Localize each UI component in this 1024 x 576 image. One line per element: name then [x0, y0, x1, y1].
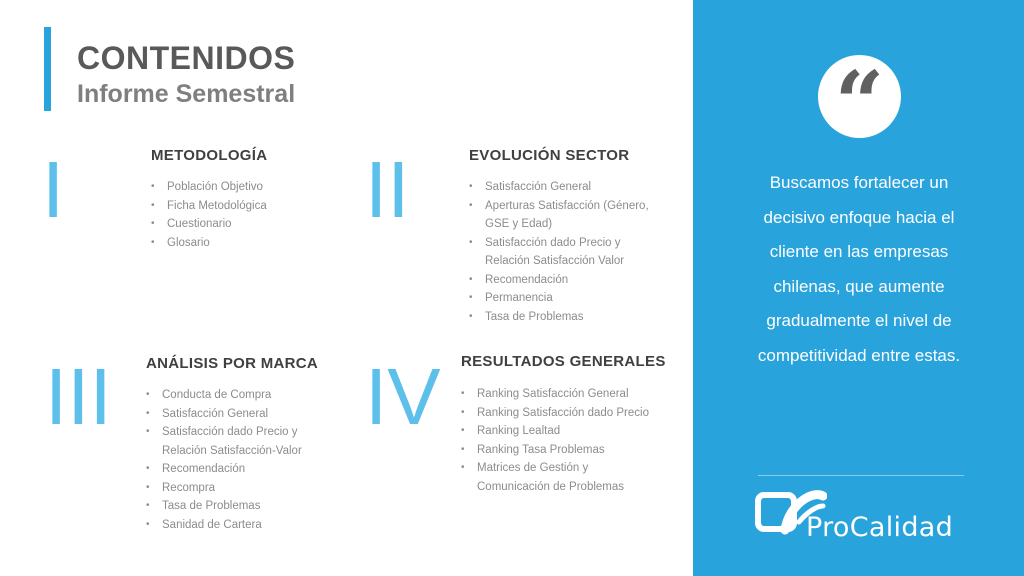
list-item: • Cuestionario	[151, 215, 267, 234]
list-item-continued	[461, 478, 649, 497]
title-accent-bar	[44, 27, 51, 111]
section-numeral-1: I	[42, 145, 65, 234]
list-item-text: Relación Satisfacción-Valor	[162, 444, 302, 457]
section-title-analisis-marca: ANÁLISIS POR MARCA	[146, 355, 319, 372]
panel-divider	[758, 475, 964, 476]
list-item-text: GSE y Edad)	[485, 218, 553, 230]
section-list-evolucion-sector	[469, 178, 649, 326]
list-item: • Satisfacción dado Precio y	[469, 234, 649, 253]
list-item: • Recomendación	[469, 271, 649, 290]
list-item: • Aperturas Satisfacción (Género,	[469, 197, 649, 216]
section-title-evolucion-sector: EVOLUCIÓN SECTOR	[469, 147, 630, 164]
list-item: • Recompra	[146, 479, 302, 498]
list-item: • Satisfacción General	[146, 405, 302, 424]
list-item: • Ranking Satisfacción General	[461, 385, 649, 404]
section-numeral-2: II	[365, 145, 410, 234]
quote-icon	[818, 53, 901, 154]
list-item-continued	[469, 215, 649, 234]
section-list-resultados-generales	[461, 385, 649, 496]
list-item: • Satisfacción dado Precio y	[146, 423, 302, 442]
section-numeral-4: IV	[365, 352, 441, 441]
page-title: CONTENIDOS	[77, 40, 296, 76]
list-item: • Permanencia	[469, 289, 649, 308]
page-subtitle: Informe Semestral	[77, 80, 296, 108]
section-list-metodologia	[151, 178, 267, 252]
list-item: • Sanidad de Cartera	[146, 516, 302, 535]
list-item-continued	[469, 252, 649, 271]
list-item: • Recomendación	[146, 460, 302, 479]
section-title-resultados-generales: RESULTADOS GENERALES	[461, 353, 666, 370]
quote-glyph: “	[834, 53, 885, 154]
section-list-analisis-marca	[146, 386, 302, 534]
list-item: • Población Objetivo	[151, 178, 267, 197]
list-item: • Tasa de Problemas	[146, 497, 302, 516]
list-item: • Ficha Metodológica	[151, 197, 267, 216]
quote-text: Buscamos fortalecer un decisivo enfoque hacia el cliente en las empresas chilenas, que aumente gradualmente el nivel de competitividad entre estas.	[757, 173, 961, 365]
list-item-text: Comunicación de Problemas	[477, 480, 625, 493]
list-item-continued	[146, 442, 302, 461]
list-item-text: Relación Satisfacción Valor	[485, 255, 625, 267]
list-item: • Conducta de Compra	[146, 386, 302, 405]
list-item: • Glosario	[151, 234, 267, 253]
list-item: • Matrices de Gestión y	[461, 459, 649, 478]
procalidad-logo-text: ProCalidad	[806, 512, 954, 543]
list-item: • Ranking Tasa Problemas	[461, 441, 649, 460]
section-numeral-3: III	[45, 352, 112, 441]
list-item: • Tasa de Problemas	[469, 308, 649, 327]
section-title-metodologia: METODOLOGÍA	[151, 147, 268, 164]
list-item: • Ranking Lealtad	[461, 422, 649, 441]
list-item: • Ranking Satisfacción dado Precio	[461, 404, 649, 423]
list-item: • Satisfacción General	[469, 178, 649, 197]
